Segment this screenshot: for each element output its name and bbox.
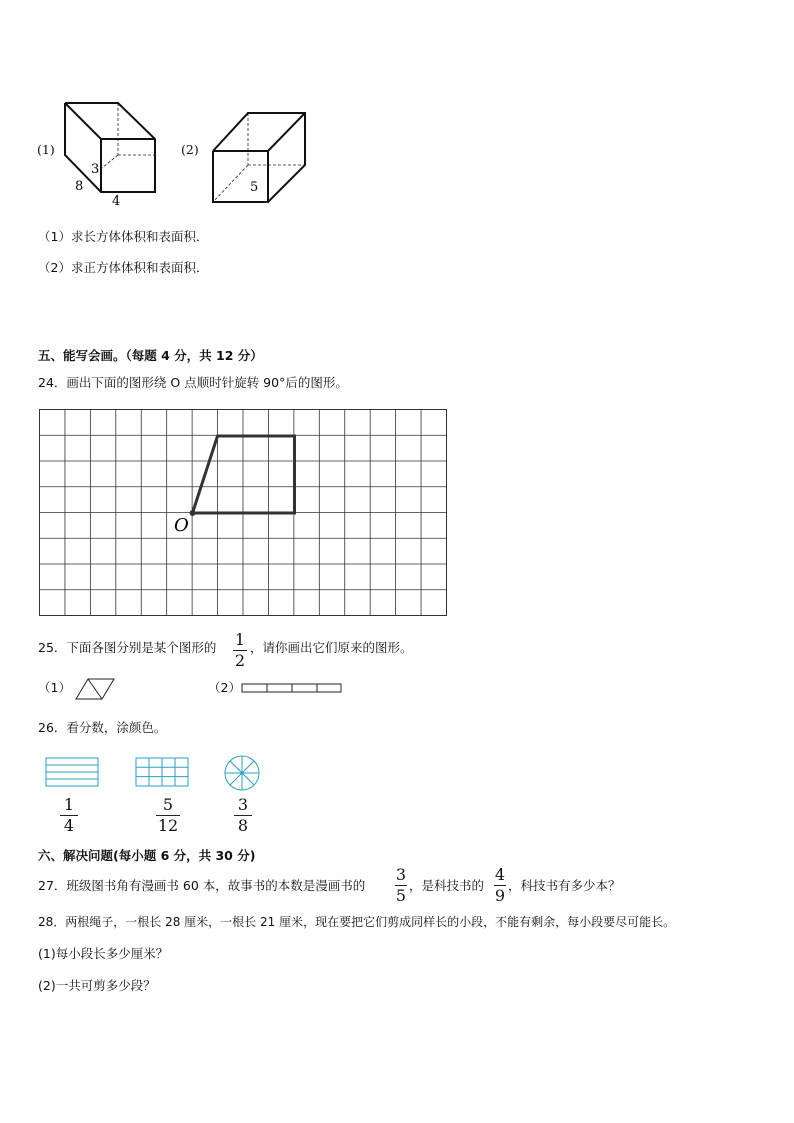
q24-grid [39,409,449,617]
q25-text-after: ，请你画出它们原来的图形。 [250,640,413,655]
half-shape-parallelogram [74,677,118,701]
q25-label-1: （1） [38,680,71,695]
q26-fraction-3-num: 3 [237,795,249,814]
q28-text: 28．两根绳子，一根长 28 厘米，一根长 21 厘米，现在要把它们剪成同样长的小段，不能有剩余，每小段要尽可能长。 [38,915,676,929]
figure-1-label: (1) [37,142,55,157]
q26-shape-circle [223,754,261,792]
cuboid-edge-3-label: 3 [91,162,100,177]
q26-fraction-3 [234,796,252,834]
q28-sub2: (2)一共可剪多少段？ [38,978,156,993]
q26-fraction-2 [156,796,180,834]
q26-text: 26．看分数，涂颜色。 [38,720,167,735]
q23-sub2: （2）求正方体体积和表面积． [38,260,209,275]
q27-part2: ，是科技书的 [409,878,485,893]
q25-label-2: （2） [208,680,241,695]
q26-fraction-1-den: 4 [63,815,75,835]
q27-fraction-1-den: 5 [395,885,407,905]
q27-fraction-1-num: 3 [395,865,407,884]
q26-fraction-3-den: 8 [237,815,249,835]
q27-fraction-2 [494,866,506,904]
q25-fraction-denominator: 2 [234,650,246,670]
q27-part1: 27．班级图书角有漫画书 60 本，故事书的本数是漫画书的 [38,878,366,893]
cuboid-figure [55,95,165,210]
q28-sub1: (1)每小段长多少厘米？ [38,946,169,961]
q26-fraction-1 [60,796,78,834]
q26-fraction-1-num: 1 [63,795,75,814]
rotation-center-point [190,510,196,516]
q25-fraction-numerator: 1 [234,630,246,649]
q26-shape-grid [135,757,190,789]
q27-fraction-2-num: 4 [494,865,506,884]
cube-figure [200,105,315,215]
q27-part3: ，科技书有多少本？ [508,878,621,893]
q27-fraction-2-den: 9 [494,885,506,905]
half-shape-strip [241,683,343,695]
cuboid-edge-4-label: 4 [112,194,121,209]
q27-fraction-1 [395,866,407,904]
q25-text-before: 25．下面各图分别是某个图形的 [38,640,217,655]
section-5-title: 五、能写会画。（每题 4 分，共 12 分） [38,348,263,363]
figure-2-label: (2) [181,142,199,157]
q23-sub1: （1）求长方体体积和表面积． [38,229,209,244]
cube-edge-5-label: 5 [250,180,259,195]
q26-fraction-2-num: 5 [162,795,174,814]
q26-fraction-2-den: 12 [157,815,179,835]
point-o-label: O [174,515,189,536]
cuboid-edge-8-label: 8 [75,179,84,194]
q25-fraction [233,631,247,669]
section-6-title: 六、解决问题(每小题 6 分，共 30 分) [38,848,256,863]
q24-text: 24．画出下面的图形绕 O 点顺时针旋转 90°后的图形。 [38,375,348,390]
q26-shape-stripes [45,757,100,789]
